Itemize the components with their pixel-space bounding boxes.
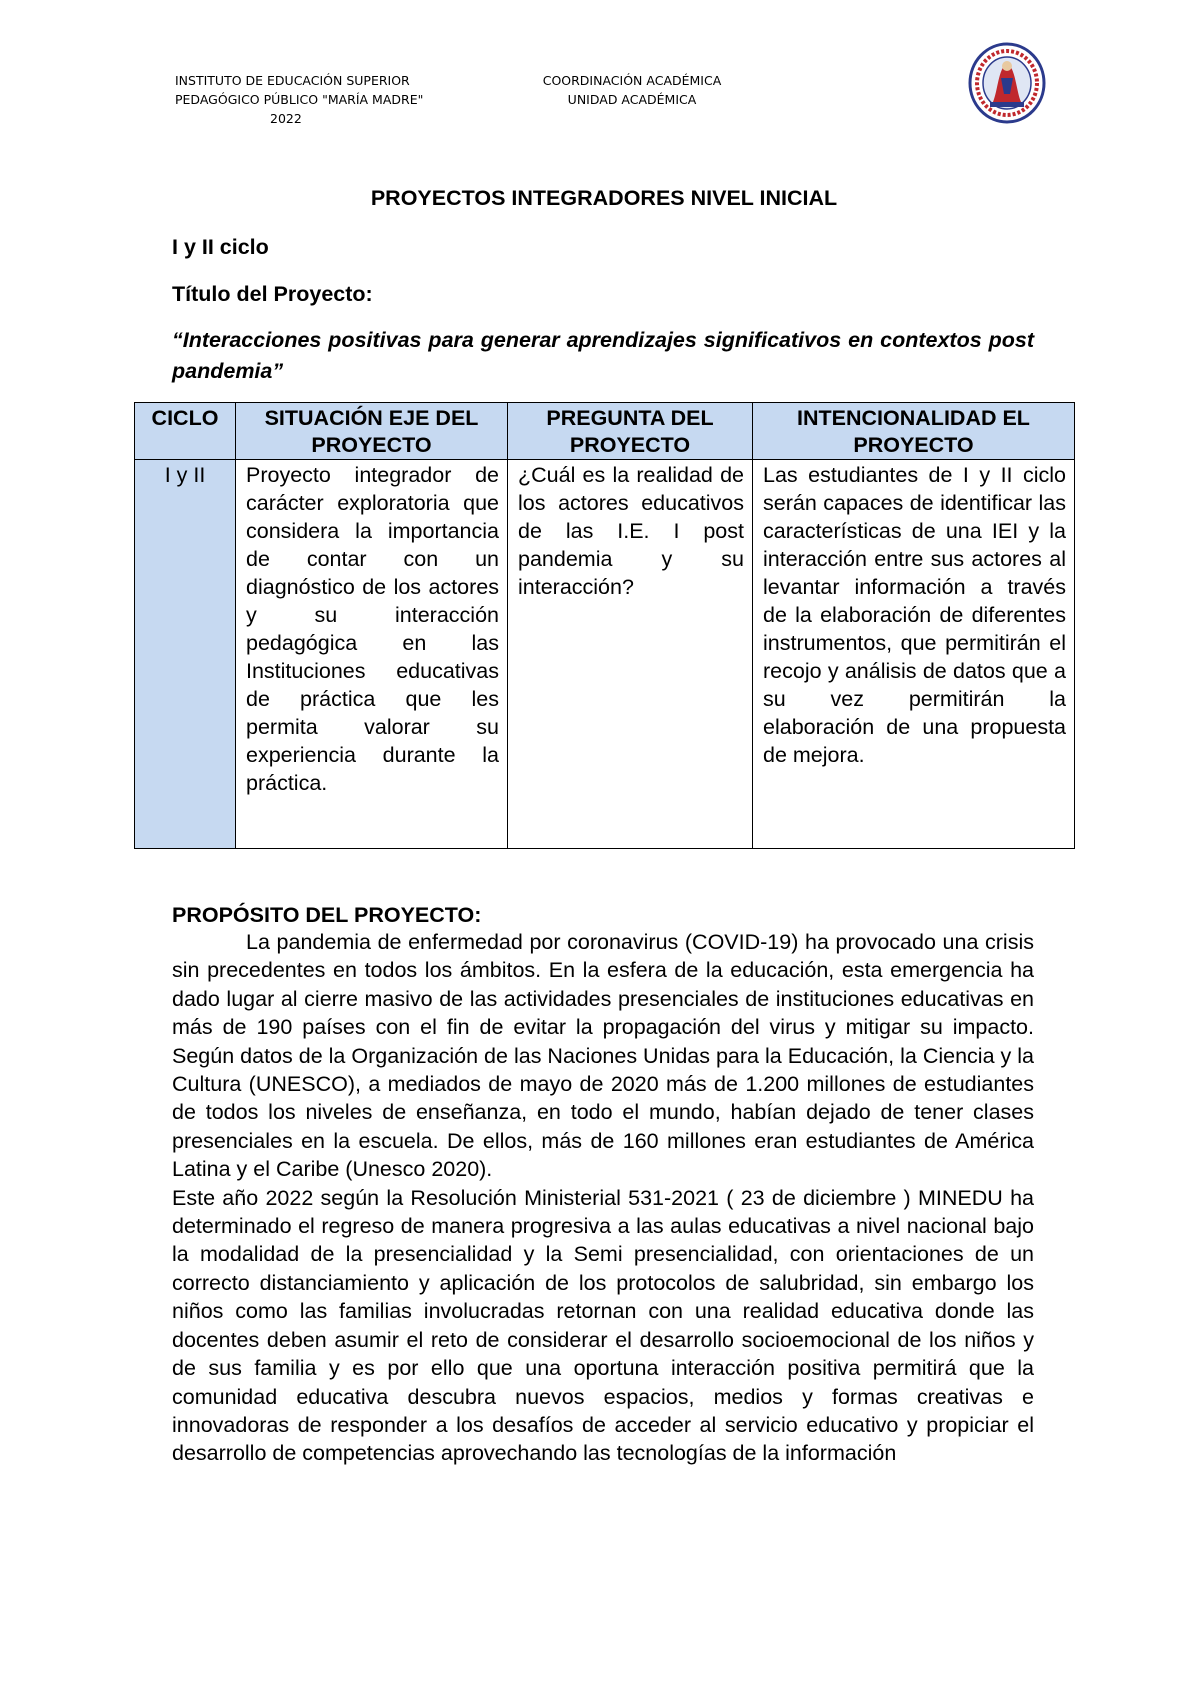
header-intencionalidad: INTENCIONALIDAD EL PROYECTO: [753, 403, 1075, 460]
table-header-row: [135, 403, 1075, 460]
purpose-heading: PROPÓSITO DEL PROYECTO:: [172, 903, 482, 927]
cycle-label: I y II ciclo: [172, 235, 269, 259]
institute-header: [175, 71, 485, 128]
institute-line-1: INSTITUTO DE EDUCACIÓN SUPERIOR: [175, 73, 410, 88]
cell-ciclo: I y II: [135, 460, 236, 849]
institute-seal-icon: [968, 42, 1046, 124]
coordination-label: COORDINACIÓN ACADÉMICA: [542, 73, 722, 88]
header-situacion: SITUACIÓN EJE DEL PROYECTO: [236, 403, 508, 460]
institute-line-2: PEDAGÓGICO PÚBLICO "MARÍA MADRE": [175, 92, 424, 107]
project-table: [134, 402, 1075, 849]
header-ciclo: CICLO: [135, 403, 236, 460]
cell-pregunta: ¿Cuál es la realidad de los actores educativos de las I.E. I post pandemia y su interacción?: [508, 460, 753, 849]
purpose-body: [172, 928, 1034, 1468]
project-title: “Interacciones positivas para generar aprendizajes significativos en contextos post pandemia”: [172, 328, 1034, 383]
cell-situacion: Proyecto integrador de carácter exploratoria que considera la importancia de contar con un diagnóstico de los actores y su interacción pedagógica en las Instituciones educativas de práctica que les permita valorar su experiencia durante la práctica.: [236, 460, 508, 849]
unit-label: UNIDAD ACADÉMICA: [567, 92, 697, 107]
table-row: [135, 460, 1075, 849]
header-pregunta: PREGUNTA DEL PROYECTO: [508, 403, 753, 460]
purpose-paragraph-1: La pandemia de enfermedad por coronavirus (COVID-19) ha provocado una crisis sin precedentes en todos los ámbitos. En la esfera de la educación, esta emergencia ha dado lugar al cierre masivo de las actividades presenciales de instituciones educativas en más de 190 países con el fin de evitar la propagación del virus y mitigar su impacto. Según datos de la Organización de las Naciones Unidas para la Educación, la Ciencia y la Cultura (UNESCO), a mediados de mayo de 2020 más de 1.200 millones de estudiantes de todos los niveles de enseñanza, en todo el mundo, habían dejado de tener clases presenciales en la escuela. De ellos, más de 160 millones eran estudiantes de América Latina y el Caribe (Unesco 2020).: [172, 930, 1034, 1182]
cell-intencionalidad: Las estudiantes de I y II ciclo serán capaces de identificar las características de una IEI y la interacción entre sus actores al levantar información a través de la elaboración de diferentes instrumentos, que permitirán el recojo y análisis de datos que a su vez permitirán la elaboración de una propuesta de mejora.: [753, 460, 1075, 849]
project-title-label: Título del Proyecto:: [172, 282, 373, 306]
purpose-paragraph-2: Este año 2022 según la Resolución Ministerial 531-2021 ( 23 de diciembre ) MINEDU ha determinado el regreso de manera progresiva a las aulas educativas a nivel nacional bajo la modalidad de la presencialidad y la Semi presencialidad, con orientaciones de un correcto distanciamiento y aplicación de los protocolos de salubridad, sin embargo los niños como las familias involucradas retornan con una realidad educativa donde las docentes deben asumir el reto de considerar el desarrollo socioemocional de los niños y de sus familia y es por ello que una oportuna interacción positiva permitirá que la comunidad educativa descubra nuevos espacios, medios y formas creativas e innovadoras de responder a los desafíos de acceder al servicio educativo y propiciar el desarrollo de competencias aprovechando las tecnologías de la información: [172, 1185, 1034, 1466]
document-title: PROYECTOS INTEGRADORES NIVEL INICIAL: [370, 186, 838, 210]
coordination-header: [532, 71, 732, 109]
header-year: 2022: [270, 111, 302, 126]
